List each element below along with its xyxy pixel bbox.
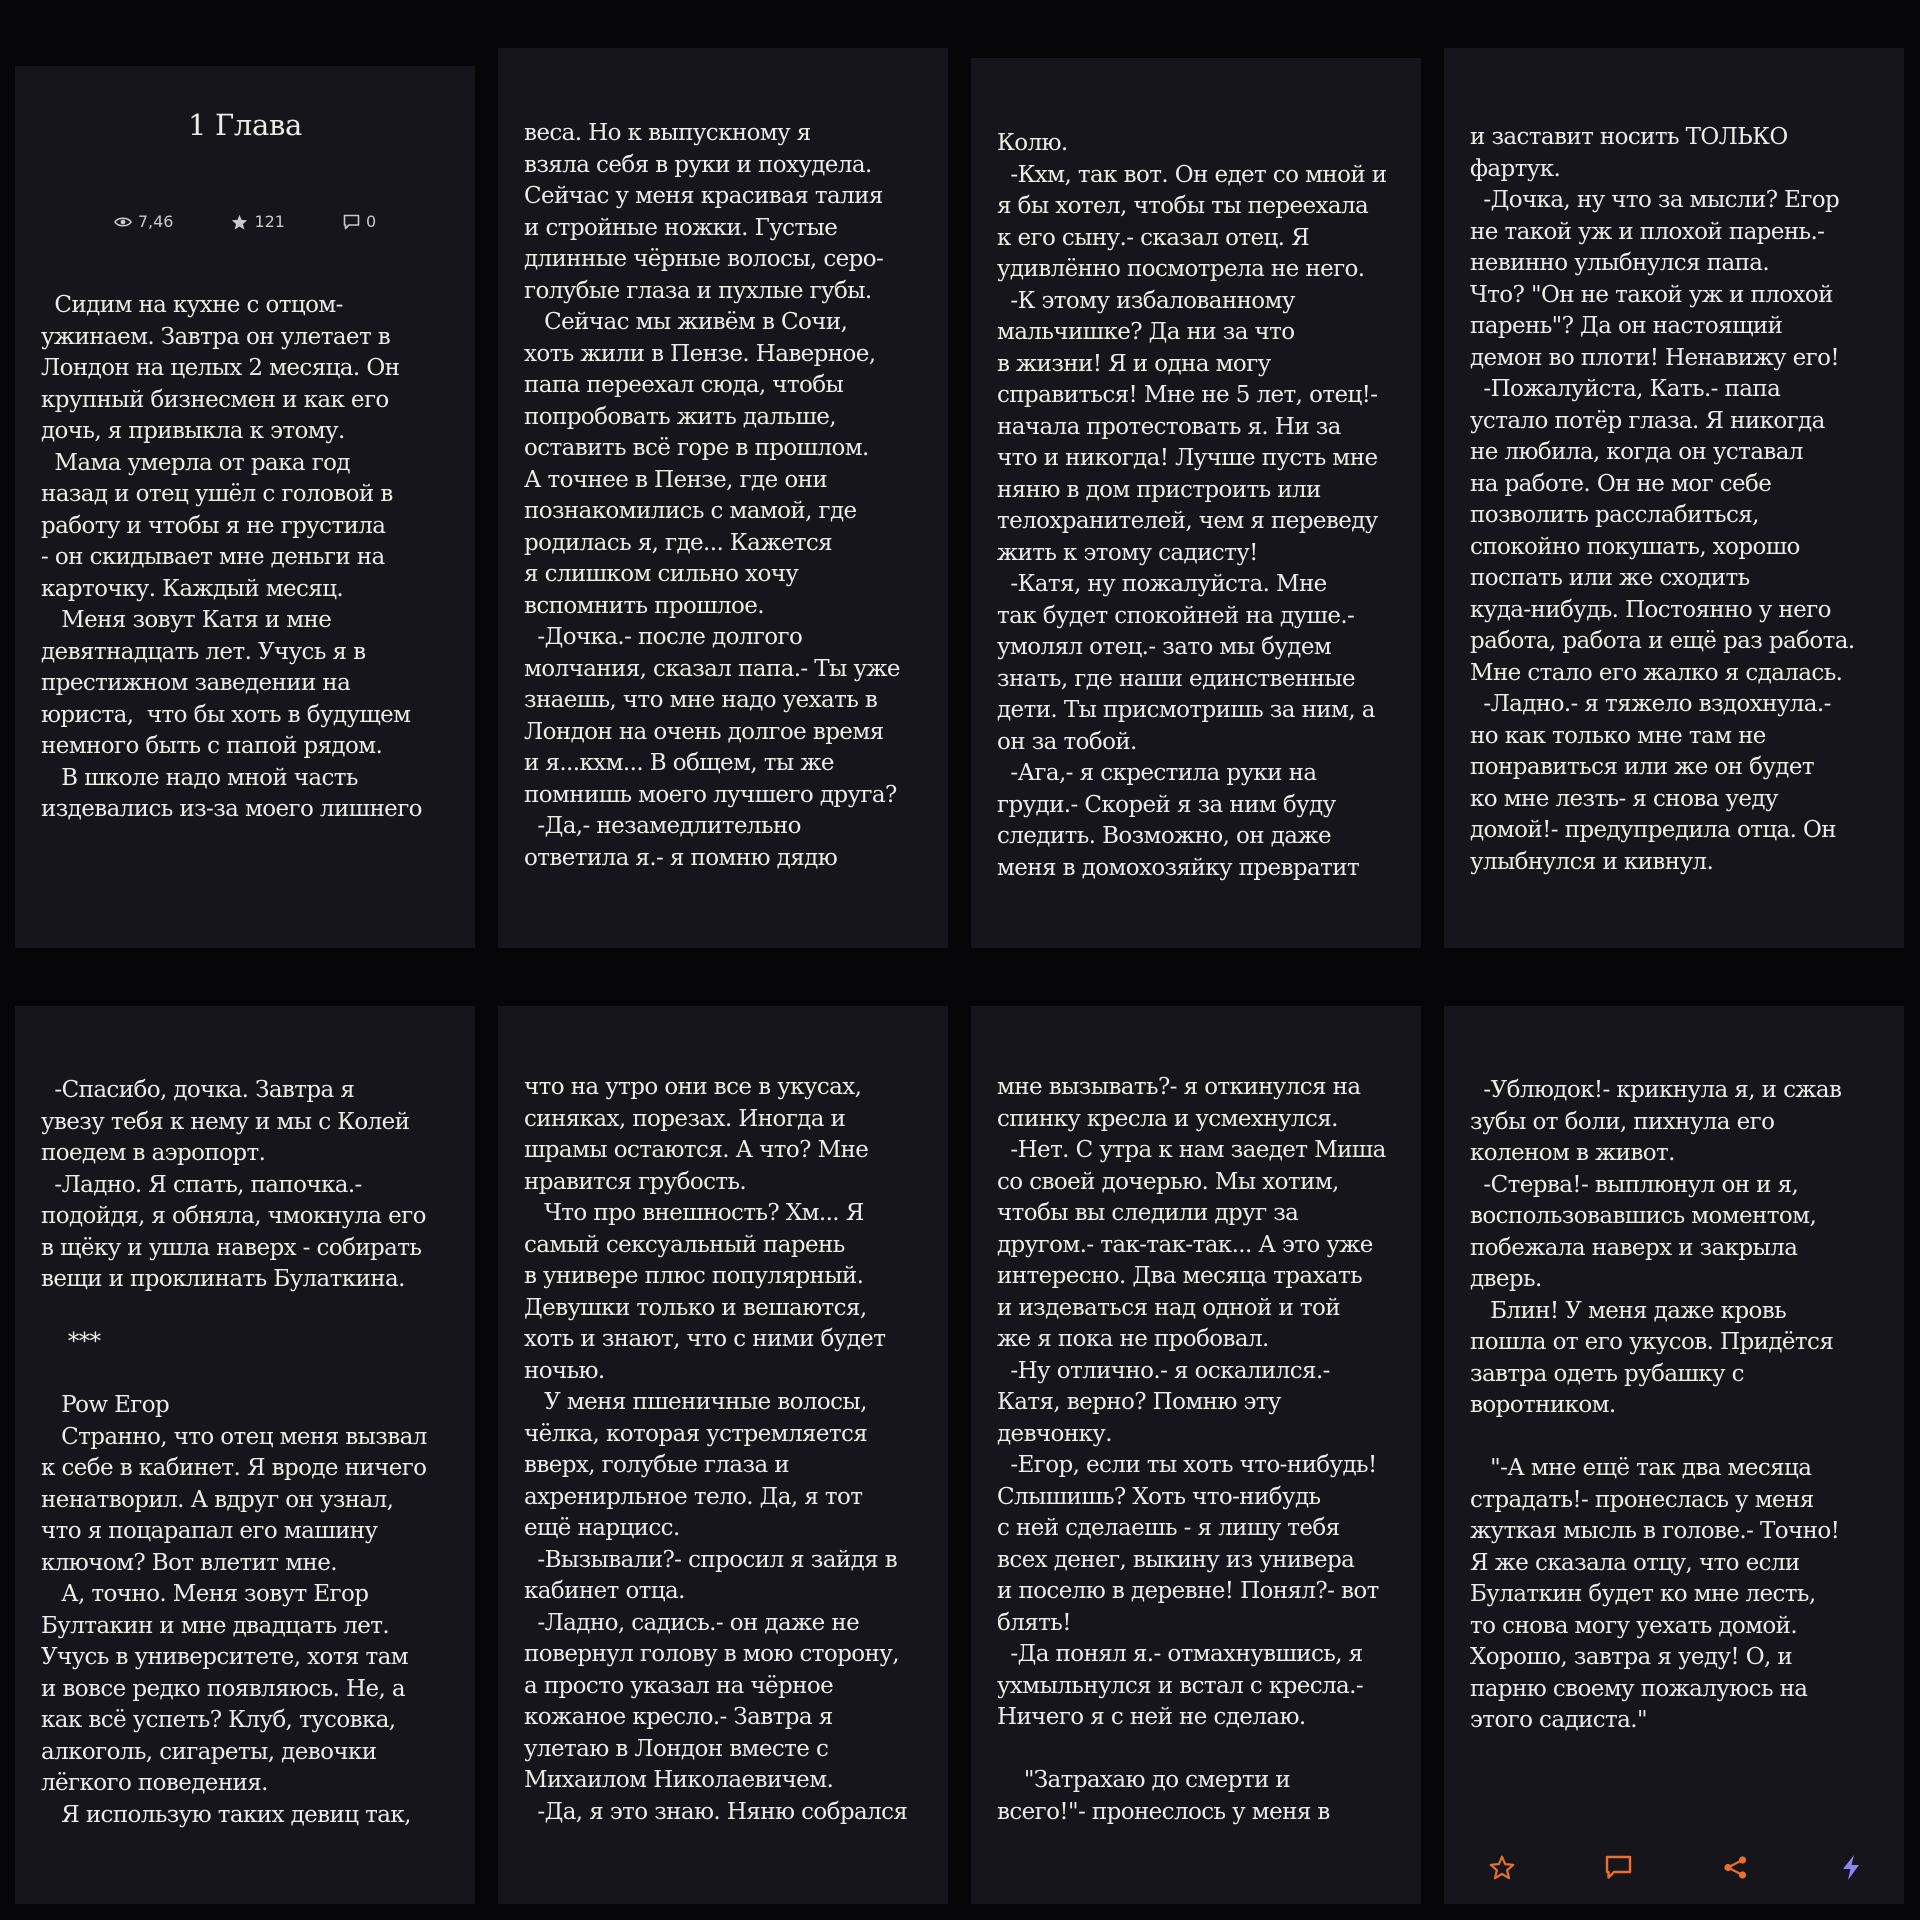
page-6: [498, 1006, 948, 1904]
star-outline-icon: [1489, 1855, 1515, 1884]
lightning-icon: [1841, 1854, 1861, 1885]
page-4: [1444, 48, 1904, 948]
eye-icon: [114, 216, 132, 228]
page-text: мне вызывать?- я откинулся на спинку кресла и усмехнулся. -Нет. С утра к нам заедет Миша со своей дочерью. Мы хотим, чтобы вы следили друг за другом.- так-так-так... А это уже интересно. Два месяца трахать и издеваться над одной и той же я пока не пробовал. -Ну отлично.- я оскалился.- Катя, верно? Помню эту девчонку. -Егор, если ты хоть что-нибудь! Слышишь? Хоть что-нибудь с ней сделаешь - я лишу тебя всех денег, выкину из универа и поселю в деревне! Понял?- вот блять! -Да понял я.- отмахнувшись, я ухмыльнулся и встал с кресла.- Ничего я с ней не сделаю. "Затрахаю до смерти и всего!"- пронеслось у меня в: [997, 1074, 1386, 1825]
page-1: [15, 66, 475, 948]
stars-stat: [231, 212, 285, 231]
chapter-title: 1 Глава: [187, 108, 303, 142]
comments-stat: [343, 212, 376, 231]
star-button[interactable]: [1485, 1852, 1519, 1886]
comment-icon: [343, 214, 360, 230]
star-icon: [231, 214, 248, 230]
comments-count: 0: [365, 212, 377, 231]
page-8: [1444, 1006, 1904, 1904]
comment-icon: [1605, 1855, 1632, 1884]
page-5: [15, 1006, 475, 1904]
page-text: -Ублюдок!- крикнула я, и сжав зубы от боли, пихнула его коленом в живот. -Стерва!- выплюнул он и я, воспользовавшись моментом, побежала наверх и закрыла дверь. Блин! У меня даже кровь пошла от его укусов. Придётся завтра одеть рубашку с воротником. "-А мне ещё так два месяца страдать!- пронеслась у меня жуткая мысль в голове.- Точно! Я же сказала отцу, что если Булаткин будет ко мне лесть, то снова могу уехать домой. Хорошо, завтра я уеду! О, и парню своему пожалуюсь на этого садиста.": [1470, 1077, 1842, 1733]
views-stat: [114, 212, 174, 231]
page-text: -Спасибо, дочка. Завтра я увезу тебя к нему и мы с Колей поедем в аэропорт. -Ладно. Я спать, папочка.- подойдя, я обняла, чмокнула его в щёку и ушла наверх - собирать вещи и проклинать Булаткина. *** Pow Егор Странно, что отец меня вызвал к себе в кабинет. Я вроде ничего ненатворил. А вдруг он узнал, что я поцарапал его машину ключом? Вот влетит мне. А, точно. Меня зовут Егор Бултакин и мне двадцать лет. Учусь в университете, хотя там и вовсе редко появляюсь. Не, а как всё успеть? Клуб, тусовка, алкоголь, сигареты, девочки лёгкого поведения. Я использую таких девиц так,: [41, 1077, 427, 1828]
share-icon: [1723, 1855, 1748, 1884]
boost-button[interactable]: [1834, 1852, 1868, 1886]
page-text: Сидим на кухне с отцом- ужинаем. Завтра он улетает в Лондон на целых 2 месяца. Он крупный бизнесмен и как его дочь, я привыкла к этому. Мама умерла от рака год назад и отец ушёл с головой в работу и чтобы я не грустила - он скидывает мне деньги на карточку. Каждый месяц. Меня зовут Катя и мне девятнадцать лет. Учусь я в престижном заведении на юриста, что бы хоть в будущем немного быть с папой рядом. В школе надо мной часть издевались из-за моего лишнего: [41, 292, 422, 822]
bottom-action-bar: [1444, 1834, 1904, 1904]
views-count: 7,46: [137, 212, 174, 231]
page-3: [971, 58, 1421, 948]
comment-button[interactable]: [1601, 1852, 1635, 1886]
page-text: Колю. -Кхм, так вот. Он едет со мной и я бы хотел, чтобы ты переехала к его сыну.- сказал отец. Я удивлённо посмотрела не него. -К этому избалованному мальчишке? Да ни за что в жизни! Я и одна могу справиться! Мне не 5 лет, отец!- начала протестовать я. Ни за что и никогда! Лучше пусть мне няню в дом пристроить или телохранителей, чем я переведу жить к этому садисту! -Катя, ну пожалуйста. Мне так будет спокойней на душе.- умолял отец.- зато мы будем знать, где наши единственные дети. Ты присмотришь за ним, а он за тобой. -Ага,- я скрестила руки на груди.- Скорей я за ним буду следить. Возможно, он даже меня в домохозяйку превратит: [997, 130, 1387, 881]
page-text: и заставит носить ТОЛЬКО фартук. -Дочка, ну что за мысли? Егор не такой уж и плохой парень.- невинно улыбнулся папа. Что? "Он не такой уж и плохой парень"? Да он настоящий демон во плоти! Ненавижу его! -Пожалуйста, Кать.- папа устало потёр глаза. Я никогда не любила, когда он уставал на работе. Он не мог себе позволить расслабиться, спокойно покушать, хорошо поспать или же сходить куда-нибудь. Постоянно у него работа, работа и ещё раз работа. Мне стало его жалко я сдалась. -Ладно.- я тяжело вздохнула.- но как только мне там не понравиться или же он будет ко мне лезть- я снова уеду домой!- предупредила отца. Он улыбнулся и кивнул.: [1470, 124, 1855, 875]
chapter-stats: [15, 212, 475, 231]
page-7: [971, 1006, 1421, 1904]
share-button[interactable]: [1718, 1852, 1752, 1886]
page-2: [498, 48, 948, 948]
page-text: веса. Но к выпускному я взяла себя в руки и похудела. Сейчас у меня красивая талия и стройные ножки. Густые длинные чёрные волосы, серо- голубые глаза и пухлые губы. Сейчас мы живём в Сочи, хоть жили в Пензе. Наверное, папа переехал сюда, чтобы попробовать жить дальше, оставить всё горе в прошлом. А точнее в Пензе, где они познакомились с мамой, где родилась я, где... Кажется я слишком сильно хочу вспомнить прошлое. -Дочка.- после долгого молчания, сказал папа.- Ты уже знаешь, что мне надо уехать в Лондон на очень долгое время и я...кхм... В общем, ты же помнишь моего лучшего друга? -Да,- незамедлительно ответила я.- я помню дядю: [524, 120, 900, 871]
page-text: что на утро они все в укусах, синяках, порезах. Иногда и шрамы остаются. А что? Мне нравится грубость. Что про внешность? Хм... Я самый сексуальный парень в универе плюс популярный. Девушки только и вешаются, хоть и знают, что с ними будет ночью. У меня пшеничные волосы, чёлка, которая устремляется вверх, голубые глаза и ахренирльное тело. Да, я тот ещё нарцисс. -Вызывали?- спросил я зайдя в кабинет отца. -Ладно, садись.- он даже не повернул голову в мою сторону, а просто указал на чёрное кожаное кресло.- Завтра я улетаю в Лондон вместе с Михаилом Николаевичем. -Да, я это знаю. Няню собрался: [524, 1074, 908, 1825]
stars-count: 121: [254, 212, 285, 231]
